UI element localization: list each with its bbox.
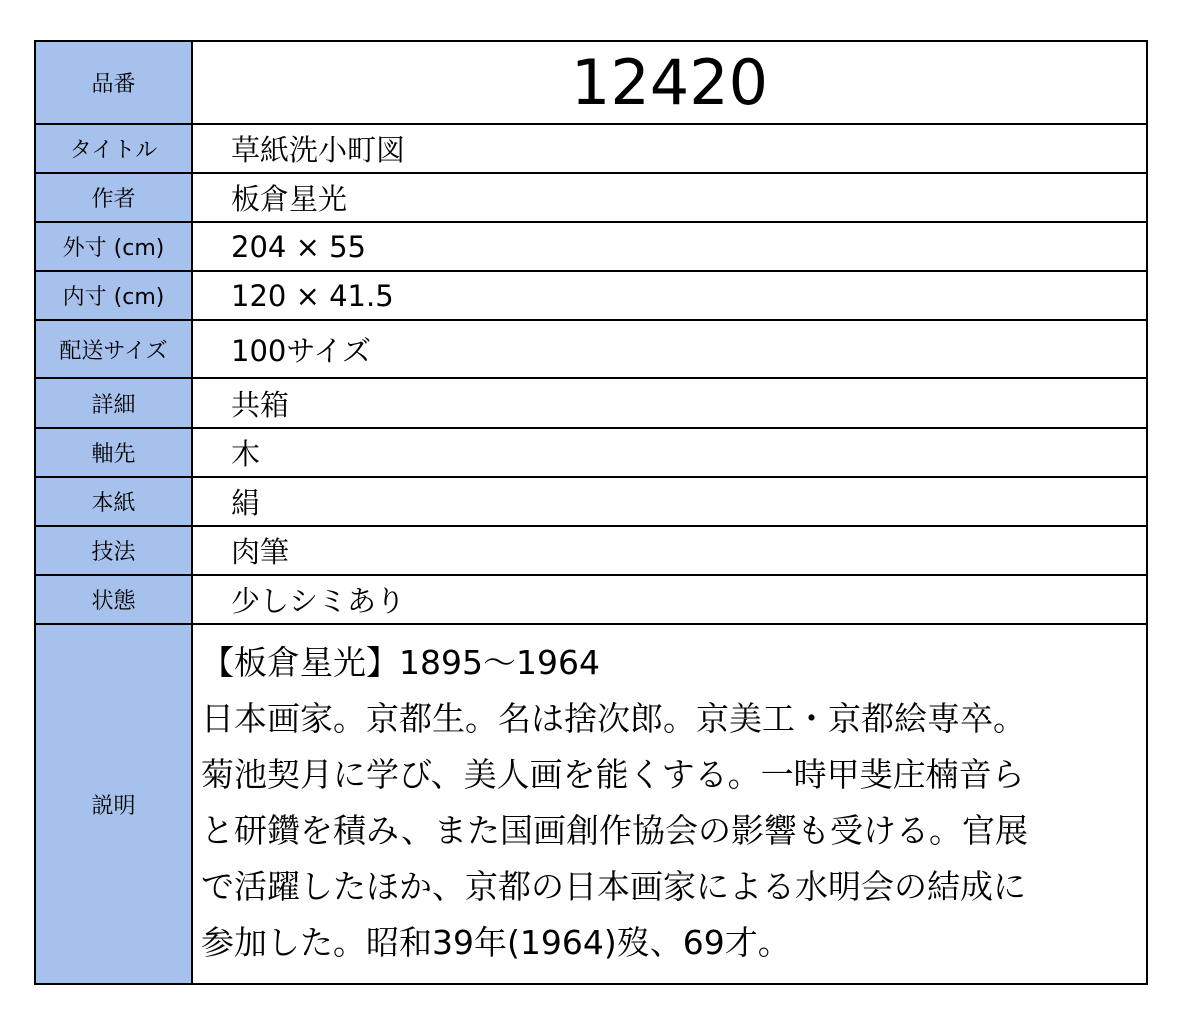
material-value: 絹 (192, 477, 1147, 526)
title-value: 草紙洗小町図 (192, 124, 1147, 173)
inner-size-label: 内寸 (cm) (35, 271, 192, 320)
spec-row-material (35, 477, 1147, 526)
spec-row-shipping-size (35, 320, 1147, 378)
spec-row-title (35, 124, 1147, 173)
artist-value: 板倉星光 (192, 173, 1147, 222)
spec-row-artist (35, 173, 1147, 222)
spec-row-inner-size (35, 271, 1147, 320)
inner-size-value: 120 × 41.5 (192, 271, 1147, 320)
description-line: で活躍したほか、京都の日本画家による水明会の結成に (201, 867, 1026, 906)
description-line: と研鑽を積み、また国画創作協会の影響も受ける。官展 (201, 811, 1028, 850)
outer-size-label: 外寸 (cm) (35, 222, 192, 271)
condition-label: 状態 (35, 575, 192, 624)
spec-row-condition (35, 575, 1147, 624)
roller-end-label: 軸先 (35, 428, 192, 477)
description-line: 菊池契月に学び、美人画を能くする。一時甲斐庄楠音ら (201, 755, 1025, 794)
shipping-size-value: 100サイズ (192, 320, 1147, 378)
description-label: 説明 (35, 624, 192, 984)
spec-row-description (35, 624, 1147, 984)
details-value: 共箱 (192, 378, 1147, 428)
spec-row-outer-size (35, 222, 1147, 271)
shipping-size-label: 配送サイズ (35, 320, 192, 378)
spec-table (34, 40, 1148, 985)
item-spec-sheet (34, 40, 1148, 980)
description-line: 日本画家。京都生。名は捨次郎。京美工・京都絵専卒。 (201, 699, 1026, 738)
item-number-value: 12420 (192, 41, 1147, 124)
roller-end-value: 木 (192, 428, 1147, 477)
spec-row-item-number (35, 41, 1147, 124)
title-label: タイトル (35, 124, 192, 173)
spec-row-details (35, 378, 1147, 428)
artist-label: 作者 (35, 173, 192, 222)
technique-value: 肉筆 (192, 526, 1147, 575)
spec-row-technique (35, 526, 1147, 575)
spec-row-roller-end (35, 428, 1147, 477)
condition-value: 少しシミあり (192, 575, 1147, 624)
details-label: 詳細 (35, 378, 192, 428)
outer-size-value: 204 × 55 (192, 222, 1147, 271)
description-value (192, 624, 1147, 984)
description-line: 参加した。昭和39年(1964)歿、69才。 (201, 923, 791, 962)
description-line: 【板倉星光】1895～1964 (201, 643, 600, 682)
item-number-label: 品番 (35, 41, 192, 124)
material-label: 本紙 (35, 477, 192, 526)
technique-label: 技法 (35, 526, 192, 575)
